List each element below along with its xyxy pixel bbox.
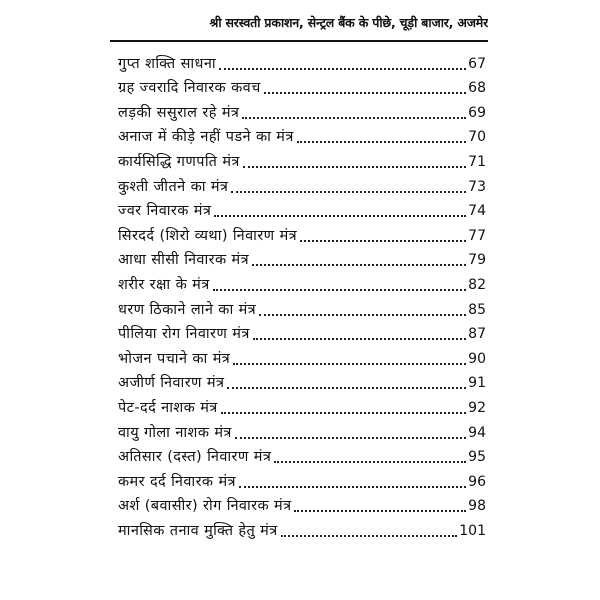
dot-leader bbox=[231, 191, 466, 193]
dot-leader bbox=[281, 535, 458, 537]
toc-entry-title: अर्श (बवासीर) रोग निवारक मंत्र bbox=[118, 498, 292, 515]
toc-entry-page: 69 bbox=[468, 104, 486, 121]
toc-entry-page: 91 bbox=[468, 375, 486, 392]
toc-entry-page: 82 bbox=[468, 276, 486, 293]
dot-leader bbox=[252, 264, 466, 266]
toc-entry-page: 77 bbox=[468, 227, 486, 244]
toc-entry bbox=[118, 418, 486, 443]
dot-leader bbox=[242, 117, 466, 119]
dot-leader bbox=[297, 141, 466, 143]
toc-entry bbox=[118, 221, 486, 246]
dot-leader bbox=[239, 486, 466, 488]
dot-leader bbox=[274, 461, 466, 463]
toc-entry bbox=[118, 344, 486, 369]
header-rule bbox=[110, 40, 488, 42]
dot-leader bbox=[235, 437, 466, 439]
toc-entry bbox=[118, 49, 486, 74]
toc-entry-title: कुश्ती जीतने का मंत्र bbox=[118, 178, 229, 195]
toc-entry-title: पेट-दर्द नाशक मंत्र bbox=[118, 399, 218, 416]
toc-entry-page: 67 bbox=[468, 55, 486, 72]
dot-leader bbox=[264, 92, 466, 94]
dot-leader bbox=[243, 166, 466, 168]
toc-entry-page: 70 bbox=[468, 129, 486, 146]
toc-entry-title: आधा सीसी निवारक मंत्र bbox=[118, 252, 249, 269]
dot-leader bbox=[221, 412, 467, 414]
toc-entry-page: 101 bbox=[459, 522, 486, 539]
toc-entry-page: 92 bbox=[468, 399, 486, 416]
toc-entry bbox=[118, 320, 486, 345]
toc-entry-title: अतिसार (दस्त) निवारण मंत्र bbox=[118, 449, 272, 466]
toc-entry-title: भोजन पचाने का मंत्र bbox=[118, 350, 231, 367]
running-header: श्री सरस्वती प्रकाशन, सेन्ट्रल बैंक के पीछे, चूड़ी बाजार, अजमेर bbox=[209, 15, 488, 30]
dot-leader bbox=[259, 314, 466, 316]
toc-entry-title: सिरदर्द (शिरो व्यथा) निवारण मंत्र bbox=[118, 227, 298, 244]
toc-entry bbox=[118, 443, 486, 468]
toc-entry bbox=[118, 172, 486, 197]
toc-entry-title: कार्यसिद्धि गणपति मंत्र bbox=[118, 153, 240, 170]
toc-entry-title: अजीर्ण निवारण मंत्र bbox=[118, 375, 225, 392]
toc-entry-page: 95 bbox=[468, 449, 486, 466]
toc-entry-title: धरण ठिकाने लाने का मंत्र bbox=[118, 301, 257, 318]
toc-entry-title: अनाज में कीड़े नहीं पडने का मंत्र bbox=[118, 129, 294, 146]
dot-leader bbox=[219, 68, 466, 70]
toc-entry-title: ग्रह ज्वरादि निवारक कवच bbox=[118, 80, 261, 97]
toc-entry bbox=[118, 369, 486, 394]
toc-entry bbox=[118, 516, 486, 541]
toc-entry bbox=[118, 270, 486, 295]
toc-entry-title: वायु गोला नाशक मंत्र bbox=[118, 424, 232, 441]
dot-leader bbox=[253, 338, 466, 340]
toc-entry-page: 87 bbox=[468, 326, 486, 343]
toc-entry-title: मानसिक तनाव मुक्ति हेतु मंत्र bbox=[118, 522, 278, 539]
toc-entry bbox=[118, 295, 486, 320]
toc-entry bbox=[118, 246, 486, 271]
toc-entry bbox=[118, 147, 486, 172]
dot-leader bbox=[233, 363, 466, 365]
toc-entry-page: 71 bbox=[468, 153, 486, 170]
toc-entry-page: 96 bbox=[468, 473, 486, 490]
toc-entry-page: 90 bbox=[468, 350, 486, 367]
toc-entry-page: 98 bbox=[468, 498, 486, 515]
toc-entry-page: 74 bbox=[468, 203, 486, 220]
toc-entry bbox=[118, 492, 486, 517]
dot-leader bbox=[214, 215, 466, 217]
dot-leader bbox=[213, 289, 467, 291]
toc-entry-title: पीलिया रोग निवारण मंत्र bbox=[118, 326, 250, 343]
dot-leader bbox=[227, 387, 466, 389]
toc-entry-page: 85 bbox=[468, 301, 486, 318]
toc-entry-title: शरीर रक्षा के मंत्र bbox=[118, 276, 210, 293]
toc-entry-title: ज्वर निवारक मंत्र bbox=[118, 203, 212, 220]
toc-entry bbox=[118, 467, 486, 492]
table-of-contents bbox=[118, 49, 486, 541]
toc-entry-title: कमर दर्द निवारक मंत्र bbox=[118, 473, 236, 490]
toc-entry-page: 79 bbox=[468, 252, 486, 269]
toc-entry-title: गुप्त शक्ति साधना bbox=[118, 55, 217, 72]
toc-entry bbox=[118, 74, 486, 99]
toc-entry bbox=[118, 123, 486, 148]
toc-entry-title: लड़की ससुराल रहे मंत्र bbox=[118, 104, 240, 121]
dot-leader bbox=[300, 240, 466, 242]
toc-entry bbox=[118, 197, 486, 222]
toc-entry-page: 94 bbox=[468, 424, 486, 441]
toc-entry-page: 68 bbox=[468, 80, 486, 97]
toc-entry bbox=[118, 98, 486, 123]
toc-entry bbox=[118, 393, 486, 418]
dot-leader bbox=[294, 510, 466, 512]
toc-entry-page: 73 bbox=[468, 178, 486, 195]
